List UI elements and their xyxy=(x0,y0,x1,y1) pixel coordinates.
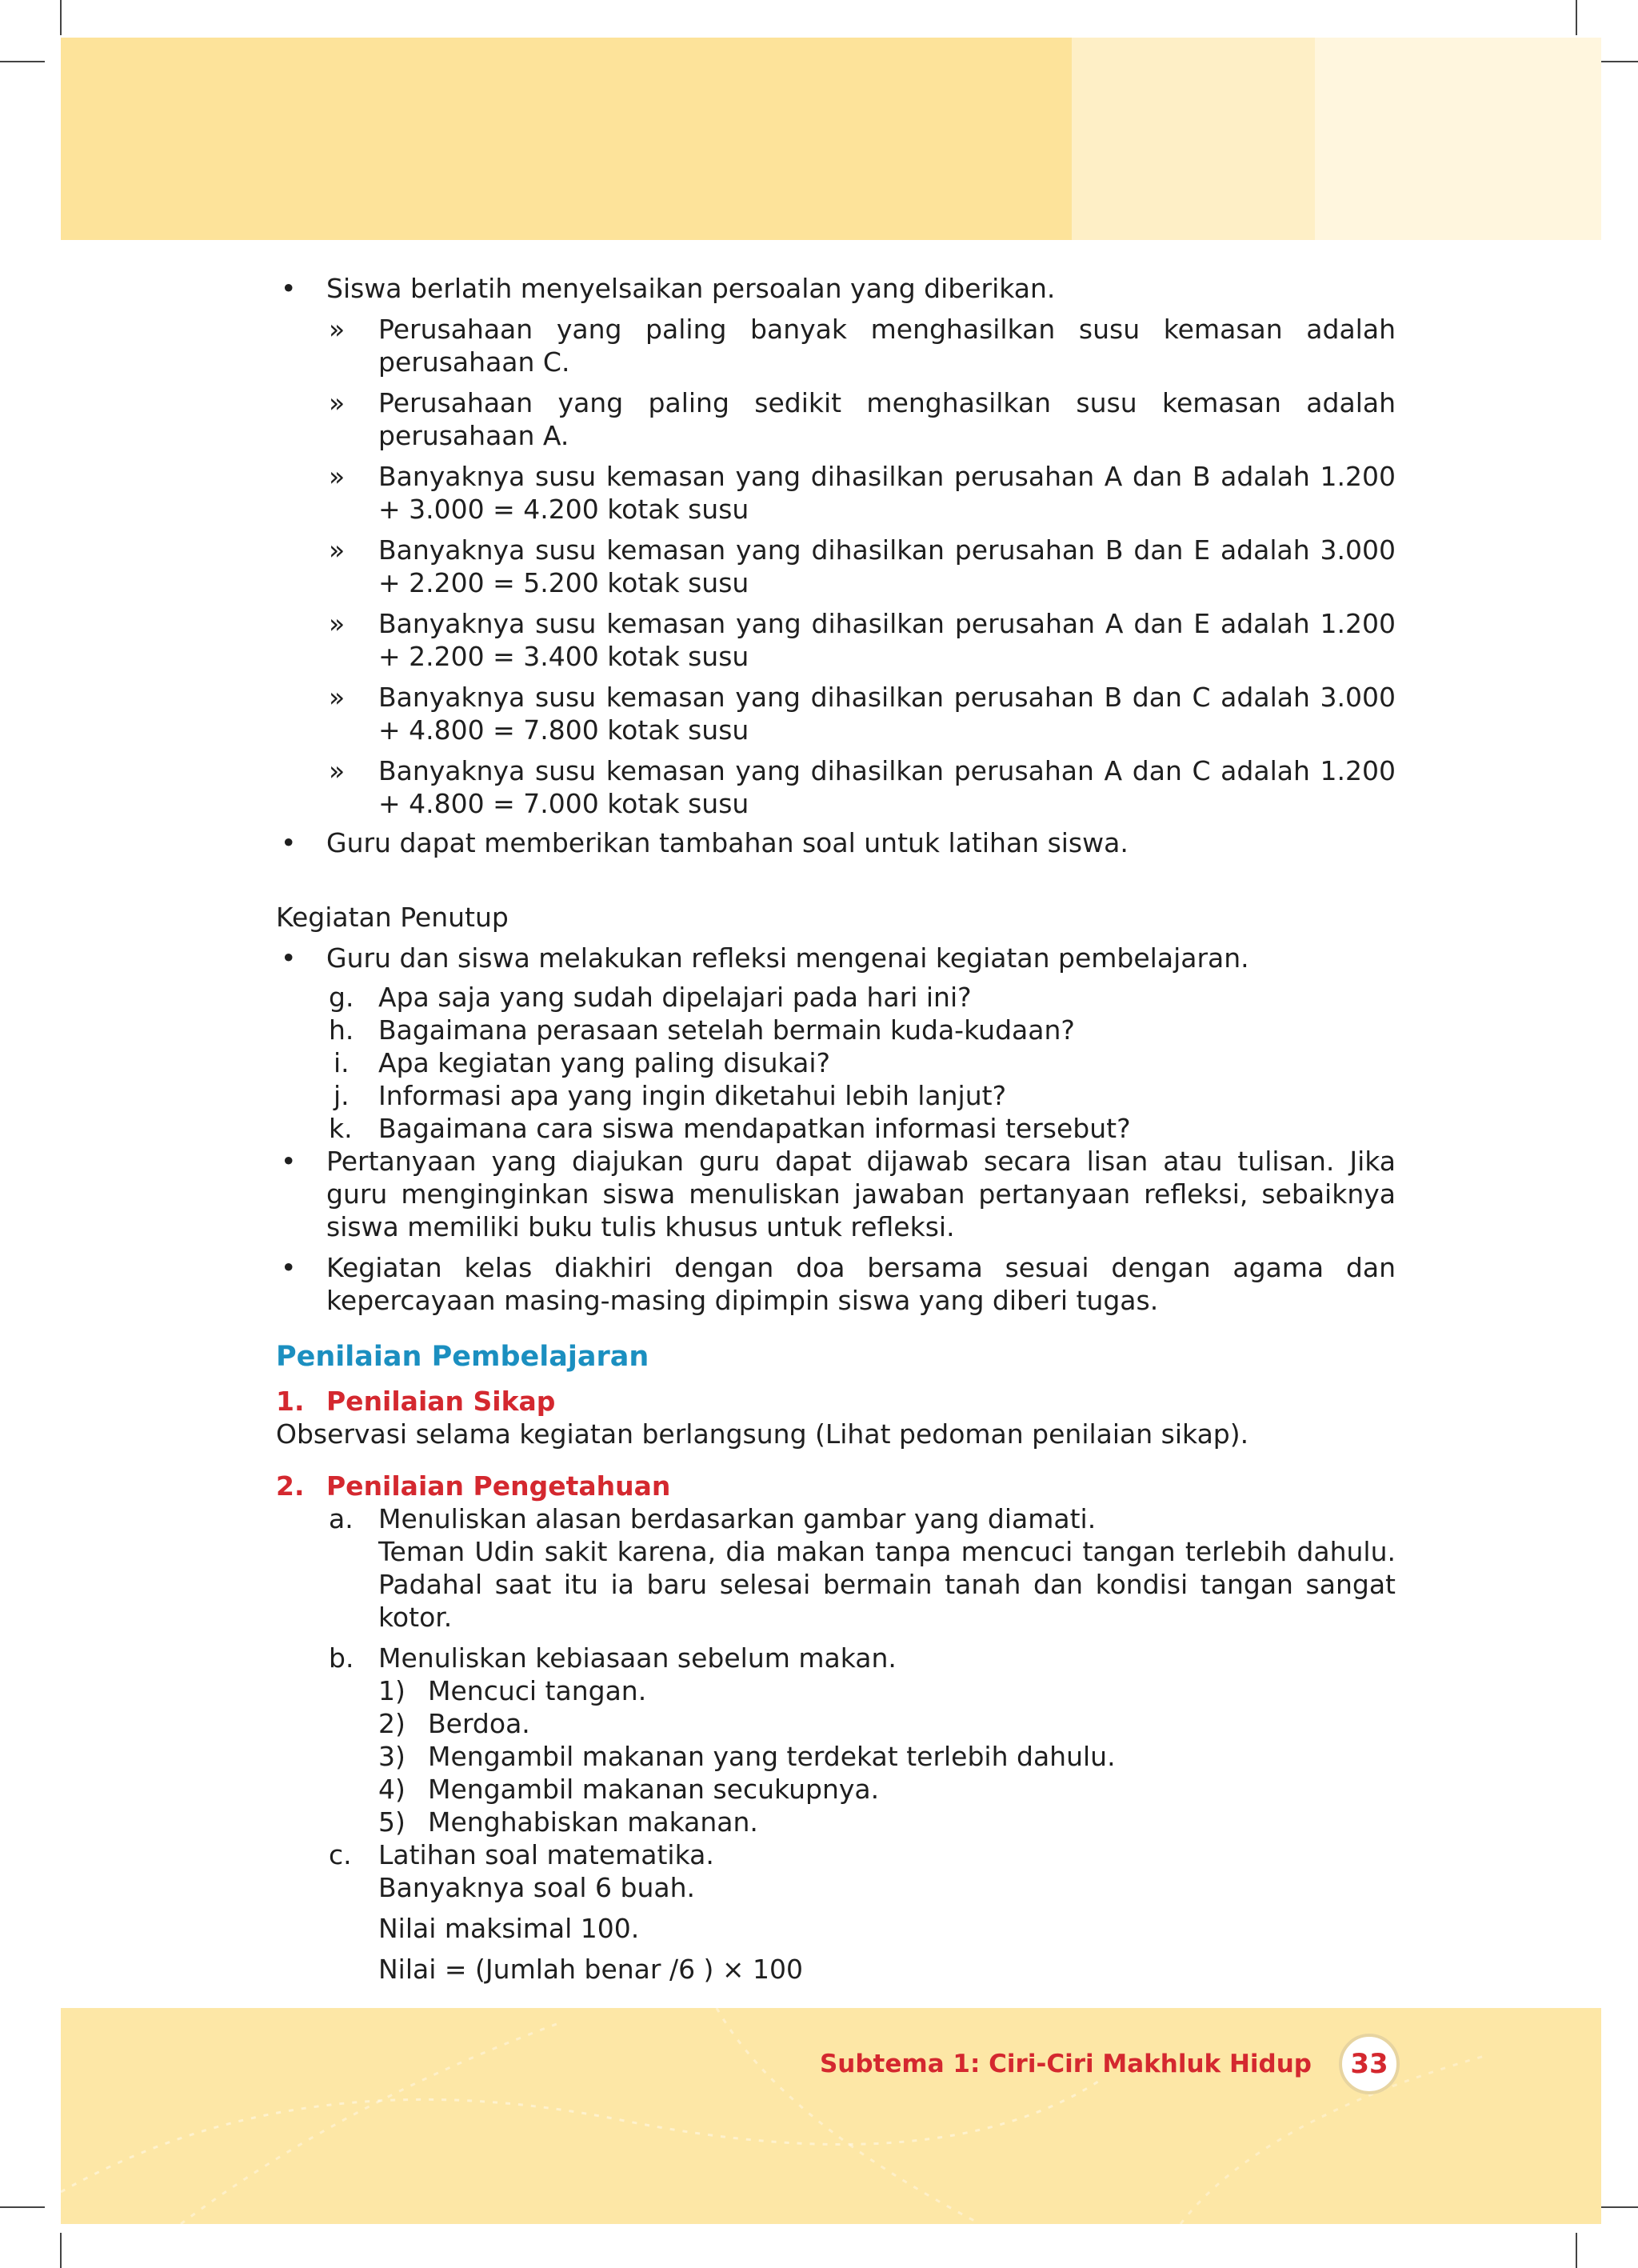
sub-item-text: Banyaknya susu kemasan yang dihasilkan perusahan A dan C adalah 1.200 + 4.800 = 7.000 kotak susu xyxy=(378,755,1396,819)
bullet-marker: • xyxy=(281,1146,297,1177)
item-letter: c. xyxy=(329,1839,352,1870)
question-text: Bagaimana perasaan setelah bermain kuda-kudaan? xyxy=(378,1014,1075,1046)
habit-item xyxy=(276,1674,1396,1707)
header-band-main xyxy=(61,38,1072,240)
sub-item-text: Banyaknya susu kemasan yang dihasilkan perusahan B dan C adalah 3.000 + 4.800 = 7.800 kotak susu xyxy=(378,682,1396,746)
page-number: 33 xyxy=(1339,2034,1400,2094)
bullet-item xyxy=(276,942,1396,974)
bullet-text: Kegiatan kelas diakhiri dengan doa bersama sesuai dengan agama dan kepercayaan masing-masing dipimpin siswa yang diberi tugas. xyxy=(326,1252,1396,1316)
bullet-item xyxy=(276,1145,1396,1243)
sikap-title: Penilaian Sikap xyxy=(326,1386,556,1417)
header-band-light xyxy=(1315,38,1601,240)
penilaian-title: Penilaian Pembelajaran xyxy=(276,1341,649,1373)
item-text: Latihan soal matematika. xyxy=(378,1839,714,1870)
sub-item-text: Banyaknya susu kemasan yang dihasilkan perusahan A dan B adalah 1.200 + 3.000 = 4.200 kotak susu xyxy=(378,461,1396,525)
nilai-formula: Nilai = (Jumlah benar /6 ) × 100 xyxy=(378,1954,804,1985)
pengetahuan-number: 2. xyxy=(276,1470,305,1502)
pengetahuan-item-c xyxy=(276,1838,1396,1871)
question-letter: k. xyxy=(329,1113,353,1144)
page-content xyxy=(276,272,1396,1986)
bullet-item xyxy=(276,272,1396,305)
sub-item xyxy=(276,681,1396,746)
sub-marker: » xyxy=(329,608,346,639)
habit-text: Mengambil makanan yang terdekat terlebih dahulu. xyxy=(428,1741,1116,1772)
sub-item xyxy=(276,534,1396,599)
item-a-detail: Teman Udin sakit karena, dia makan tanpa mencuci tangan terlebih dahulu. Padahal saat itu ia baru selesai bermain tanah dan kondisi tangan sangat kotor. xyxy=(378,1536,1396,1633)
question-item xyxy=(276,1112,1396,1145)
question-text: Informasi apa yang ingin diketahui lebih lanjut? xyxy=(378,1080,1007,1111)
header-band xyxy=(61,38,1601,240)
pengetahuan-item-b xyxy=(276,1642,1396,1674)
item-letter: b. xyxy=(329,1642,354,1674)
header-band-mid xyxy=(1072,38,1315,240)
item-letter: a. xyxy=(329,1503,354,1534)
nilai-maks: Nilai maksimal 100. xyxy=(378,1913,640,1944)
penutup-title: Kegiatan Penutup xyxy=(276,902,509,933)
sub-item xyxy=(276,754,1396,820)
habit-number: 1) xyxy=(378,1675,406,1706)
bullet-text: Guru dan siswa melakukan refleksi mengenai kegiatan pembelajaran. xyxy=(326,942,1249,974)
crop-mark xyxy=(60,2233,62,2268)
question-text: Apa saja yang sudah dipelajari pada hari ini? xyxy=(378,982,972,1013)
bullet-marker: • xyxy=(281,1252,297,1283)
question-text: Bagaimana cara siswa mendapatkan informasi tersebut? xyxy=(378,1113,1131,1144)
bullet-item xyxy=(276,826,1396,859)
footer-subtema: Subtema 1: Ciri-Ciri Makhluk Hidup xyxy=(819,2050,1312,2078)
question-letter: g. xyxy=(329,982,354,1013)
item-text: Menuliskan kebiasaan sebelum makan. xyxy=(378,1642,897,1674)
crop-mark xyxy=(0,61,45,62)
question-letter: i. xyxy=(334,1047,350,1078)
habit-text: Mencuci tangan. xyxy=(428,1675,647,1706)
sikap-number: 1. xyxy=(276,1386,305,1417)
pengetahuan-heading xyxy=(276,1470,1396,1502)
habit-number: 3) xyxy=(378,1741,406,1772)
sub-item xyxy=(276,386,1396,452)
sub-item xyxy=(276,460,1396,526)
question-item xyxy=(276,981,1396,1014)
habit-number: 2) xyxy=(378,1708,406,1739)
question-item xyxy=(276,1079,1396,1112)
sub-marker: » xyxy=(329,461,346,492)
question-text: Apa kegiatan yang paling disukai? xyxy=(378,1047,830,1078)
question-letter: j. xyxy=(334,1080,350,1111)
sub-marker: » xyxy=(329,534,346,566)
bullet-item xyxy=(276,1251,1396,1317)
crop-mark xyxy=(1576,0,1577,35)
sub-item-text: Perusahaan yang paling banyak menghasilkan susu kemasan adalah perusahaan C. xyxy=(378,314,1396,378)
pengetahuan-item-a xyxy=(276,1502,1396,1535)
item-text: Menuliskan alasan berdasarkan gambar yang diamati. xyxy=(378,1503,1097,1534)
habit-item xyxy=(276,1740,1396,1773)
habit-item xyxy=(276,1773,1396,1806)
question-letter: h. xyxy=(329,1014,354,1046)
habit-text: Menghabiskan makanan. xyxy=(428,1806,758,1838)
bullet-marker: • xyxy=(281,827,297,858)
bullet-text: Siswa berlatih menyelsaikan persoalan yang diberikan. xyxy=(326,273,1056,304)
habit-text: Berdoa. xyxy=(428,1708,530,1739)
sikap-text: Observasi selama kegiatan berlangsung (Lihat pedoman penilaian sikap). xyxy=(276,1418,1249,1450)
sub-marker: » xyxy=(329,314,346,345)
sub-item-text: Banyaknya susu kemasan yang dihasilkan perusahan A dan E adalah 1.200 + 2.200 = 3.400 kotak susu xyxy=(378,608,1396,672)
bullet-marker: • xyxy=(281,273,297,304)
sub-marker: » xyxy=(329,755,346,786)
sikap-heading xyxy=(276,1385,1396,1418)
sub-marker: » xyxy=(329,387,346,418)
crop-mark xyxy=(1576,2233,1577,2268)
sub-item-text: Banyaknya susu kemasan yang dihasilkan perusahan B dan E adalah 3.000 + 2.200 = 5.200 kotak susu xyxy=(378,534,1396,598)
sub-marker: » xyxy=(329,682,346,713)
habit-text: Mengambil makanan secukupnya. xyxy=(428,1774,880,1805)
habit-item xyxy=(276,1707,1396,1740)
soal-count: Banyaknya soal 6 buah. xyxy=(378,1872,696,1903)
habit-number: 5) xyxy=(378,1806,406,1838)
question-item xyxy=(276,1014,1396,1046)
pengetahuan-title: Penilaian Pengetahuan xyxy=(326,1470,671,1502)
crop-mark xyxy=(0,2206,45,2208)
habit-number: 4) xyxy=(378,1774,406,1805)
sub-item xyxy=(276,313,1396,378)
habit-item xyxy=(276,1806,1396,1838)
crop-mark xyxy=(60,0,62,35)
question-item xyxy=(276,1046,1396,1079)
sub-item xyxy=(276,607,1396,673)
bullet-text: Pertanyaan yang diajukan guru dapat dijawab secara lisan atau tulisan. Jika guru menginginkan siswa menuliskan jawaban pertanyaan refleksi, sebaiknya siswa memiliki buku tulis khusus untuk refleksi. xyxy=(326,1146,1396,1242)
bullet-marker: • xyxy=(281,942,297,974)
bullet-text: Guru dapat memberikan tambahan soal untuk latihan siswa. xyxy=(326,827,1129,858)
sub-item-text: Perusahaan yang paling sedikit menghasilkan susu kemasan adalah perusahaan A. xyxy=(378,387,1396,451)
